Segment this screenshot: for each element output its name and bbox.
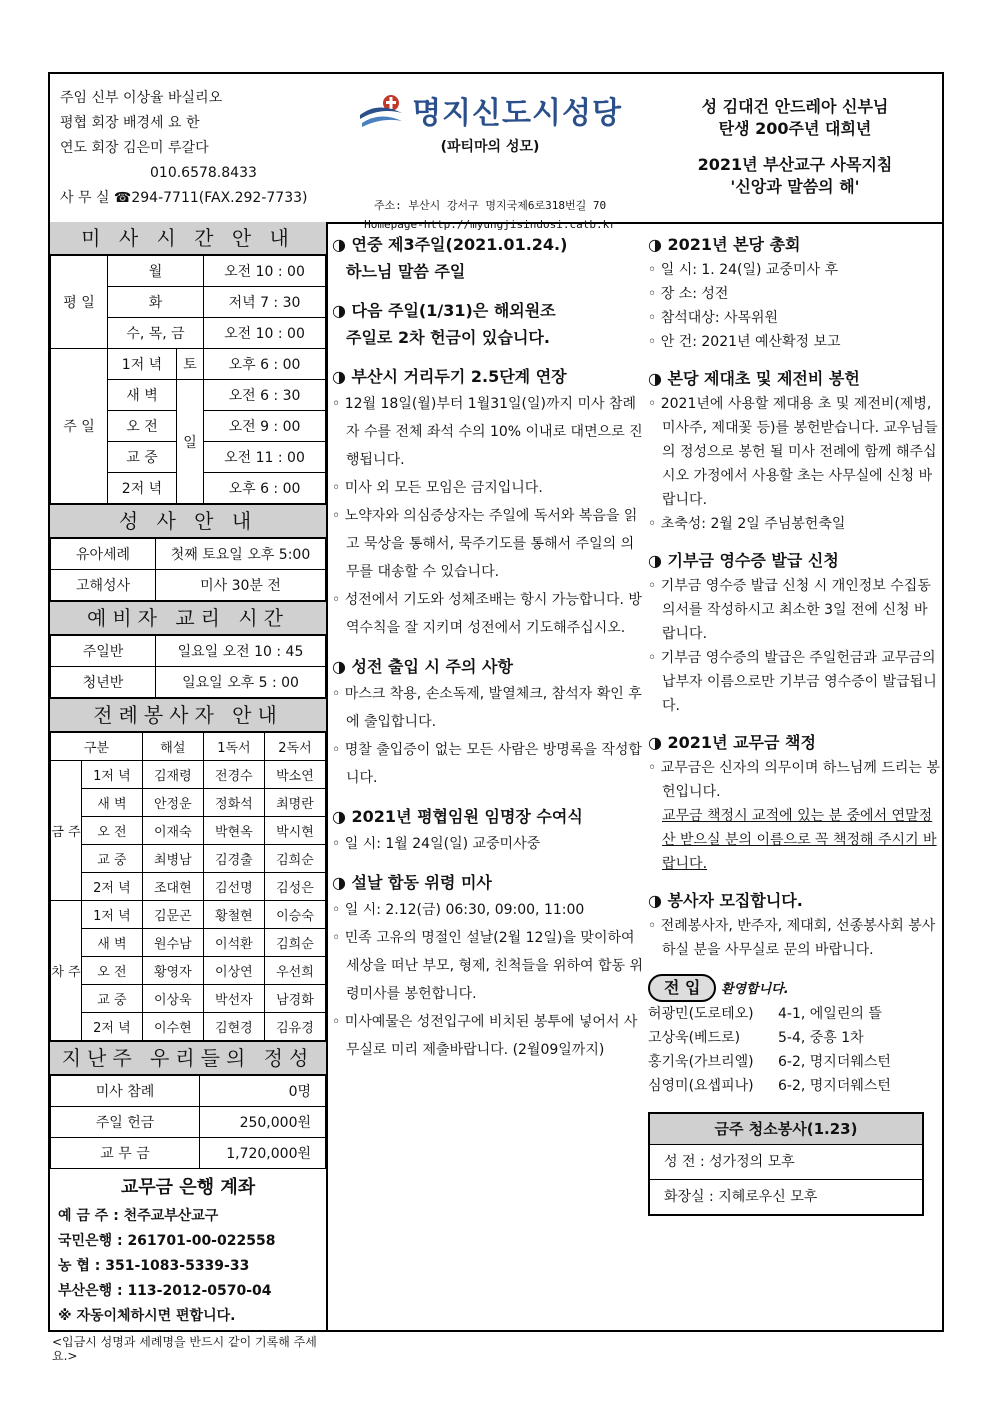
bullet-icon: ◦ bbox=[332, 480, 345, 496]
sacrament-time: 첫째 토요일 오후 5:00 bbox=[156, 539, 326, 570]
notice-bullet: 미사 외 모든 모임은 금지입니다. bbox=[344, 480, 543, 496]
mass-day: 수, 목, 금 bbox=[108, 318, 204, 349]
mass-name: 교 중 bbox=[108, 442, 177, 473]
welcome-list bbox=[648, 1002, 940, 1098]
servers-person: 김희순 bbox=[264, 929, 325, 957]
notice-line: 주일로 2차 헌금이 있습니다. bbox=[346, 328, 550, 347]
parish-emblem-icon bbox=[358, 93, 404, 127]
class-time: 일요일 오전 10 : 45 bbox=[156, 636, 326, 667]
notice-item bbox=[332, 502, 644, 586]
welcome-name: 홍기욱(가브리엘) bbox=[648, 1054, 754, 1070]
notice-heading: ◑ 봉사자 모집합니다. bbox=[648, 891, 803, 910]
servers-person: 이승숙 bbox=[264, 901, 325, 929]
bulletin-header bbox=[50, 74, 942, 231]
notice-item bbox=[648, 306, 940, 330]
notice-item bbox=[332, 924, 644, 1008]
offering-title: 지난주 우리들의 정성 bbox=[50, 1041, 326, 1075]
cleaning-box bbox=[648, 1112, 924, 1216]
bank-holder: 예 금 주 : 천주교부산교구 bbox=[58, 1208, 219, 1224]
sacrament-title: 성 사 안 내 bbox=[50, 504, 326, 538]
servers-person: 이수현 bbox=[142, 1013, 203, 1041]
mass-times-title: 미 사 시 간 안 내 bbox=[50, 222, 326, 255]
bullet-icon: ◦ bbox=[648, 760, 661, 776]
notice-bullet: 미사예물은 성전입구에 비치된 봉투에 넣어서 사무실로 미리 제출바랍니다. (2월09일까지) bbox=[344, 1014, 638, 1058]
notice-section bbox=[332, 298, 644, 352]
welcome-address: 6-2, 명지더웨스턴 bbox=[778, 1054, 891, 1070]
notice-section bbox=[332, 232, 644, 286]
staff-pastor: 주임 신부 이상율 바실리오 bbox=[60, 90, 223, 106]
bullet-icon: ◦ bbox=[648, 578, 661, 594]
notice-bullet: 기부금 영수증의 발급은 주일헌금과 교무금의 납부자 이름으로만 기부금 영수증이 발급됩니다. bbox=[660, 650, 937, 714]
mass-times-table bbox=[50, 255, 326, 504]
class-name: 주일반 bbox=[51, 636, 156, 667]
servers-header: 해설 bbox=[142, 733, 203, 761]
mass-name: 새 벽 bbox=[108, 380, 177, 411]
notice-bullet: 일 시: 1. 24(일) 교중미사 후 bbox=[660, 262, 838, 278]
notice-heading: ◑ 연중 제3주일(2021.01.24.) bbox=[332, 235, 568, 254]
servers-person: 안정운 bbox=[142, 789, 203, 817]
notice-bullet: 참석대상: 사목위원 bbox=[660, 310, 779, 326]
notice-heading: ◑ 설날 합동 위령 미사 bbox=[332, 873, 492, 892]
right-notices bbox=[648, 232, 940, 962]
class-name: 청년반 bbox=[51, 667, 156, 698]
servers-person: 박선자 bbox=[203, 985, 264, 1013]
notice-heading: ◑ 부산시 거리두기 2.5단계 연장 bbox=[332, 367, 567, 386]
servers-header: 구분 bbox=[51, 733, 143, 761]
notice-item bbox=[648, 282, 940, 306]
welcome-caption: 환영합니다. bbox=[720, 982, 789, 997]
parish-subtitle: (파티마의 성모) bbox=[440, 139, 540, 155]
bullet-icon: ◦ bbox=[648, 918, 661, 934]
servers-person: 김유경 bbox=[264, 1013, 325, 1041]
servers-person: 김현경 bbox=[203, 1013, 264, 1041]
notice-section bbox=[648, 888, 940, 962]
parish-homepage: Homepage-http://myungjisindosi.catb.kr bbox=[364, 218, 616, 231]
notice-section bbox=[648, 548, 940, 718]
left-column bbox=[50, 222, 328, 1363]
servers-mass: 1저 녁 bbox=[82, 761, 143, 789]
offering-value: 1,720,000원 bbox=[200, 1138, 326, 1169]
bank-nh: 농 협 : 351-1083-5339-33 bbox=[58, 1258, 250, 1274]
servers-mass: 오 전 bbox=[82, 817, 143, 845]
bank-note: <입금시 성명과 세례명을 반드시 같이 기록해 주세요.> bbox=[52, 1335, 317, 1363]
jubilee-line-1: 성 김대건 안드레아 신부님 bbox=[701, 97, 889, 116]
servers-person: 김재령 bbox=[142, 761, 203, 789]
bank-title: 교무금 은행 계좌 bbox=[120, 1177, 256, 1198]
staff-phone: 010.6578.8433 bbox=[150, 165, 257, 181]
notice-section bbox=[648, 730, 940, 876]
notice-item bbox=[648, 646, 940, 718]
bank-kb: 국민은행 : 261701-00-022558 bbox=[58, 1233, 276, 1249]
welcome-address: 6-2, 명지더웨스턴 bbox=[778, 1078, 891, 1094]
servers-table bbox=[50, 732, 326, 1041]
staff-council: 평협 회장 배경세 요 한 bbox=[60, 115, 200, 131]
welcome-name: 고상욱(베드로) bbox=[648, 1030, 741, 1046]
bullet-icon: ◦ bbox=[332, 902, 345, 918]
parish-address: 주소: 부산시 강서구 명지국제6로318번길 70 bbox=[373, 199, 607, 212]
notice-bullet: 안 건: 2021년 예산확정 보고 bbox=[660, 334, 841, 350]
notice-bullet: 초축성: 2월 2일 주님봉헌축일 bbox=[660, 516, 846, 532]
bullet-icon: ◦ bbox=[332, 742, 345, 758]
staff-list bbox=[60, 86, 330, 211]
servers-person: 황철현 bbox=[203, 901, 264, 929]
bullet-icon: ◦ bbox=[332, 592, 345, 608]
parish-logo bbox=[340, 88, 640, 132]
notice-section bbox=[332, 364, 644, 642]
welcome-row bbox=[648, 1002, 940, 1026]
notice-bullet: 교무금은 신자의 의무이며 하느님께 드리는 봉헌입니다. bbox=[660, 760, 940, 800]
bullet-icon: ◦ bbox=[332, 396, 345, 412]
sacrament-time: 미사 30분 전 bbox=[156, 570, 326, 601]
servers-person: 이석환 bbox=[203, 929, 264, 957]
offering-table bbox=[50, 1075, 326, 1169]
servers-week-label: 금 주 bbox=[51, 761, 82, 901]
notice-item bbox=[648, 756, 940, 804]
servers-person: 정화석 bbox=[203, 789, 264, 817]
mass-name: 오 전 bbox=[108, 411, 177, 442]
notice-section bbox=[332, 804, 644, 858]
notice-underline: 교무금 책정시 교적에 있는 분 중에서 연말정산 받으실 분의 이름으로 꼭 책정해 주시기 바랍니다. bbox=[662, 808, 937, 872]
servers-mass: 교 중 bbox=[82, 845, 143, 873]
bullet-icon: ◦ bbox=[332, 930, 345, 946]
mass-time: 오전 9 : 00 bbox=[204, 411, 326, 442]
header-theme bbox=[650, 96, 940, 198]
bank-accounts bbox=[50, 1169, 326, 1335]
servers-person: 김선명 bbox=[203, 873, 264, 901]
notice-item bbox=[332, 390, 644, 474]
mass-time: 저녁 7 : 30 bbox=[204, 287, 326, 318]
bullet-icon: ◦ bbox=[648, 310, 661, 326]
notice-item bbox=[648, 258, 940, 282]
catechism-table bbox=[50, 635, 326, 698]
mass-day: 일 bbox=[177, 380, 204, 504]
sunday-label: 주 일 bbox=[51, 349, 108, 504]
cleaning-title: 금주 청소봉사(1.23) bbox=[650, 1114, 922, 1145]
mass-day: 토 bbox=[177, 349, 204, 380]
notice-heading: ◑ 2021년 본당 총회 bbox=[648, 235, 801, 254]
bullet-icon: ◦ bbox=[648, 286, 661, 302]
offering-value: 250,000원 bbox=[200, 1107, 326, 1138]
mass-time: 오전 10 : 00 bbox=[204, 318, 326, 349]
bullet-icon: ◦ bbox=[648, 516, 661, 532]
servers-header: 1독서 bbox=[203, 733, 264, 761]
welcome-name: 허광민(도로테오) bbox=[648, 1006, 754, 1022]
notice-bullet: 노약자와 의심증상자는 주일에 독서와 복음을 읽고 묵상을 통해서, 묵주기도를 통해서 주일의 의무를 대송할 수 있습니다. bbox=[344, 508, 638, 580]
servers-header: 2독서 bbox=[264, 733, 325, 761]
sacrament-name: 유아세례 bbox=[51, 539, 156, 570]
notice-bullet: 12월 18일(월)부터 1월31일(일)까지 미사 참례자 수를 전체 좌석 수의 10% 이내로 대면으로 진행됩니다. bbox=[344, 396, 643, 468]
sacrament-name: 고해성사 bbox=[51, 570, 156, 601]
notice-item bbox=[332, 736, 644, 792]
notice-item bbox=[332, 896, 644, 924]
notice-line: 하느님 말씀 주일 bbox=[346, 262, 466, 281]
welcome-row bbox=[648, 1050, 940, 1074]
notice-section bbox=[648, 366, 940, 536]
jubilee-line-2: 탄생 200주년 대희년 bbox=[718, 119, 872, 138]
office-phone: 사 무 실 ☎294-7711(FAX.292-7733) bbox=[60, 190, 308, 206]
notice-heading: ◑ 기부금 영수증 발급 신청 bbox=[648, 551, 839, 570]
pastoral-line-2: '신앙과 말씀의 해' bbox=[730, 177, 860, 196]
servers-person: 김성은 bbox=[264, 873, 325, 901]
bulletin-page bbox=[48, 72, 944, 1363]
servers-person: 박소연 bbox=[264, 761, 325, 789]
notice-item bbox=[332, 830, 644, 858]
servers-mass: 새 벽 bbox=[82, 929, 143, 957]
notice-heading: ◑ 다음 주일(1/31)은 해외원조 bbox=[332, 301, 556, 320]
notice-heading: ◑ 본당 제대초 및 제전비 봉헌 bbox=[648, 369, 860, 388]
pastoral-line-1: 2021년 부산교구 사목지침 bbox=[697, 155, 893, 174]
class-time: 일요일 오후 5 : 00 bbox=[156, 667, 326, 698]
servers-person: 김경출 bbox=[203, 845, 264, 873]
notice-item bbox=[332, 586, 644, 642]
welcome-badge: 전 입 bbox=[648, 974, 716, 1002]
notice-item bbox=[332, 680, 644, 736]
cleaning-row: 화장실 : 지혜로우신 모후 bbox=[664, 1189, 818, 1205]
servers-person: 우선희 bbox=[264, 957, 325, 985]
mass-time: 오후 6 : 00 bbox=[204, 349, 326, 380]
welcome-address: 5-4, 중흥 1차 bbox=[778, 1030, 864, 1046]
servers-person: 남경화 bbox=[264, 985, 325, 1013]
bullet-icon: ◦ bbox=[332, 508, 345, 524]
bank-busan: 부산은행 : 113-2012-0570-04 bbox=[58, 1283, 272, 1299]
mass-time: 오전 11 : 00 bbox=[204, 442, 326, 473]
mass-time: 오전 6 : 30 bbox=[204, 380, 326, 411]
bullet-icon: ◦ bbox=[648, 396, 661, 412]
notice-section bbox=[332, 870, 644, 1064]
weekday-label: 평 일 bbox=[51, 256, 108, 349]
notice-bullet: 전례봉사자, 반주자, 제대회, 선종봉사회 봉사하실 분을 사무실로 문의 바랍니다. bbox=[660, 918, 936, 958]
offering-label: 교 무 금 bbox=[51, 1138, 200, 1169]
mass-name: 1저 녁 bbox=[108, 349, 177, 380]
notice-bullet: 기부금 영수증 발급 신청 시 개인정보 수집동의서를 작성하시고 최소한 3일 전에 신청 바랍니다. bbox=[660, 578, 931, 642]
notice-item bbox=[648, 512, 940, 536]
welcome-name: 심영미(요셉피나) bbox=[648, 1078, 754, 1094]
notice-heading: ◑ 성전 출입 시 주의 사항 bbox=[332, 657, 513, 676]
servers-person: 이상욱 bbox=[142, 985, 203, 1013]
mass-time: 오전 10 : 00 bbox=[204, 256, 326, 287]
welcome-block bbox=[648, 974, 940, 1098]
notice-section bbox=[648, 232, 940, 354]
notice-heading: ◑ 2021년 교무금 책정 bbox=[648, 733, 816, 752]
servers-person: 원수남 bbox=[142, 929, 203, 957]
servers-mass: 오 전 bbox=[82, 957, 143, 985]
notice-section bbox=[332, 654, 644, 792]
sacrament-table bbox=[50, 538, 326, 601]
bullet-icon: ◦ bbox=[648, 262, 661, 278]
servers-person: 이상연 bbox=[203, 957, 264, 985]
bullet-icon: ◦ bbox=[648, 650, 661, 666]
bullet-icon: ◦ bbox=[332, 1014, 345, 1030]
bank-autopay: ※ 자동이체하시면 편합니다. bbox=[58, 1308, 236, 1324]
servers-person: 조대현 bbox=[142, 873, 203, 901]
notice-bullet: 민족 고유의 명절인 설날(2월 12일)을 맞이하여 세상을 떠난 부모, 형제, 친척들을 위하여 합동 위령미사를 봉헌합니다. bbox=[344, 930, 644, 1002]
servers-person: 박시현 bbox=[264, 817, 325, 845]
bullet-icon: ◦ bbox=[332, 686, 345, 702]
notice-bullet: 명찰 출입증이 없는 모든 사람은 방명록을 작성합니다. bbox=[344, 742, 642, 786]
notice-item bbox=[648, 914, 940, 962]
middle-column bbox=[332, 232, 644, 1076]
notice-bullet: 성전에서 기도와 성체조배는 항시 가능합니다. 방역수칙을 잘 지키며 성전에서 기도해주십시오. bbox=[344, 592, 642, 636]
parish-logo-block bbox=[340, 88, 640, 234]
mass-day: 월 bbox=[108, 256, 204, 287]
notice-item bbox=[648, 330, 940, 354]
parish-name: 명지신도시성당 bbox=[412, 96, 622, 131]
mass-day: 화 bbox=[108, 287, 204, 318]
notice-bullet: 마스크 착용, 손소독제, 발열체크, 참석자 확인 후에 출입합니다. bbox=[344, 686, 642, 730]
servers-person: 최명란 bbox=[264, 789, 325, 817]
servers-title: 전례봉사자 안내 bbox=[50, 698, 326, 732]
servers-mass: 2저 녁 bbox=[82, 1013, 143, 1041]
bullet-icon: ◦ bbox=[648, 334, 661, 350]
servers-person: 최병남 bbox=[142, 845, 203, 873]
servers-person: 황영자 bbox=[142, 957, 203, 985]
catechism-title: 예비자 교리 시간 bbox=[50, 601, 326, 635]
staff-elder: 연도 회장 김은미 루갈다 bbox=[60, 140, 209, 156]
cleaning-row: 성 전 : 성가정의 모후 bbox=[650, 1145, 922, 1180]
servers-person: 전경수 bbox=[203, 761, 264, 789]
welcome-row bbox=[648, 1074, 940, 1098]
offering-label: 미사 참례 bbox=[51, 1076, 200, 1107]
mass-name: 2저 녁 bbox=[108, 473, 177, 504]
notice-bullet: 2021년에 사용할 제대용 초 및 제전비(제병, 미사주, 제대꽃 등)를 봉헌받습니다. 교우님들의 정성으로 봉헌 될 미사 전례에 함께 해주십시오 가정에서 사용할 초는 사무실에 신청 바랍니다. bbox=[660, 396, 938, 508]
notice-item bbox=[648, 574, 940, 646]
servers-person: 김희순 bbox=[264, 845, 325, 873]
notice-item bbox=[332, 474, 644, 502]
notice-bullet: 장 소: 성전 bbox=[660, 286, 729, 302]
offering-value: 0명 bbox=[200, 1076, 326, 1107]
servers-week-label: 차 주 bbox=[51, 901, 82, 1041]
servers-mass: 교 중 bbox=[82, 985, 143, 1013]
servers-person: 김문곤 bbox=[142, 901, 203, 929]
servers-mass: 새 벽 bbox=[82, 789, 143, 817]
notice-bullet: 일 시: 1월 24일(일) 교중미사중 bbox=[344, 836, 541, 852]
servers-mass: 2저 녁 bbox=[82, 873, 143, 901]
notice-item bbox=[332, 1008, 644, 1064]
servers-person: 이재숙 bbox=[142, 817, 203, 845]
servers-mass: 1저 녁 bbox=[82, 901, 143, 929]
offering-label: 주일 헌금 bbox=[51, 1107, 200, 1138]
servers-person: 박현옥 bbox=[203, 817, 264, 845]
mass-time: 오후 6 : 00 bbox=[204, 473, 326, 504]
welcome-address: 4-1, 에일린의 뜰 bbox=[778, 1006, 882, 1022]
bullet-icon: ◦ bbox=[332, 836, 345, 852]
welcome-row bbox=[648, 1026, 940, 1050]
right-column bbox=[648, 232, 940, 1216]
notice-bullet: 일 시: 2.12(금) 06:30, 09:00, 11:00 bbox=[344, 902, 585, 918]
notice-heading: ◑ 2021년 평협임원 임명장 수여식 bbox=[332, 807, 583, 826]
notice-item bbox=[648, 392, 940, 512]
